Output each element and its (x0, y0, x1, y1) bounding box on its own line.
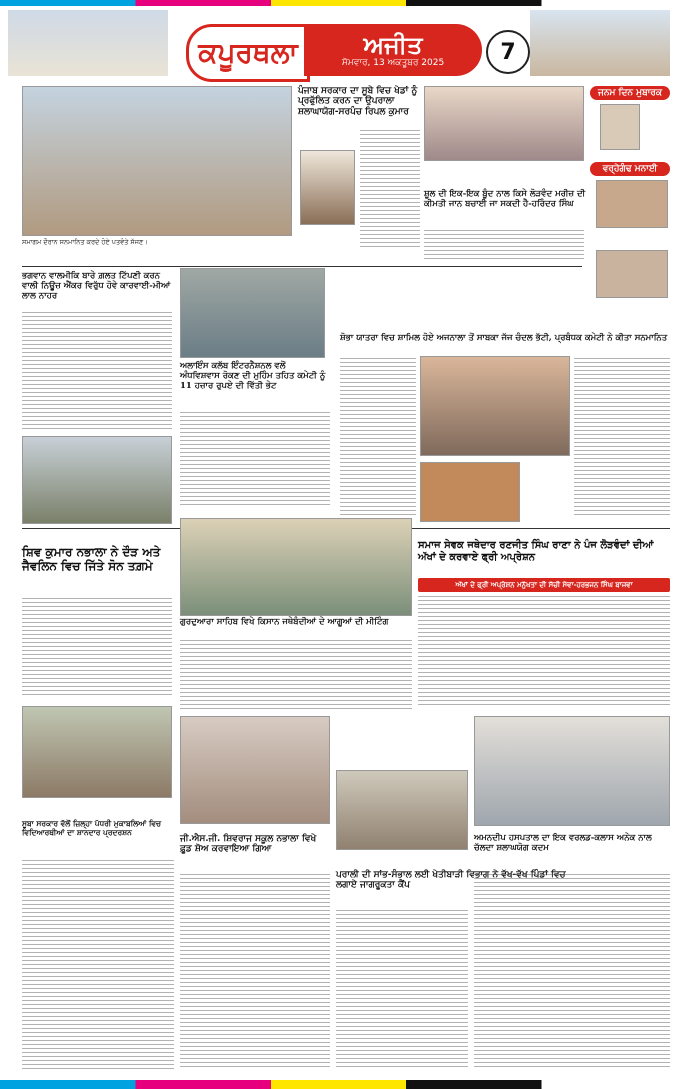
photo-gurdwara-meeting (180, 518, 412, 616)
photo-hospital (474, 716, 670, 826)
headline-school-food-show: ਜੀ.ਐਸ.ਜੀ. ਸ਼ਿਵਰਾਜ ਸਕੂਲ ਨਭਾਲਾ ਵਿਖੇ ਫ਼ੂਡ ਸ਼ੋਅ ਕਰਵਾਇਆ ਗਿਆ (180, 834, 317, 855)
headline-district-competitions: ਸੂਬਾ ਸਰਕਾਰ ਵੱਲੋਂ ਜ਼ਿਲ੍ਹਾ ਪੱਧਰੀ ਮੁਕਾਬਲਿਆਂ ਵਿਚ ਵਿਦਿਆਰਥੀਆਂ ਦਾ ਸ਼ਾਨਦਾਰ ਪ੍ਰਦਰਸ਼ਨ (22, 819, 162, 837)
body-rana (418, 596, 670, 708)
city-name: ਕਪੂਰਥਲਾ (198, 36, 298, 69)
photo-birthday-child (600, 104, 640, 150)
birthday-banner: ਜਨਮ ਦਿਨ ਮੁਬਾਰਕ (590, 86, 670, 100)
photo-anniversary-couple-1 (596, 180, 668, 228)
anniversary-banner: ਵਰ੍ਹੇਗੰਢ ਮਨਾਈ (590, 162, 670, 176)
caption-award-ceremony: ਸਮਾਗਮ ਦੌਰਾਨ ਸਨਮਾਨਿਤ ਕਰਦੇ ਹੋਏ ਪਤਵੰਤੇ ਸੱਜਣ। (22, 238, 148, 246)
photo-garbage-site (22, 436, 172, 524)
body-shobha-yatra-right (574, 358, 670, 518)
headline-gurdwara-meeting: ਗੁਰਦੁਆਰਾ ਸਾਹਿਬ ਵਿਖੇ ਕਿਸਾਨ ਜਥੇਬੰਦੀਆਂ ਦੇ ਆਗੂਆਂ ਦੀ ਮੀਟਿੰਗ (180, 617, 389, 627)
photo-award-ceremony (22, 86, 292, 236)
headline-blood-donation: ਸ਼ੂਲ ਦੀ ਇਕ-ਇਕ ਬੂੰਦ ਨਾਲ ਕਿਸੇ ਲੋੜਵੰਦ ਮਰੀਜ਼ ਦੀ ਕੀਮਤੀ ਜਾਨ ਬਚਾਈ ਜਾ ਸਕਦੀ ਹੈ-ਹਰਿੰਦਰ ਸਿੰਘ (424, 189, 586, 209)
photo-shobha-yatra-1 (420, 356, 570, 456)
body-stubble-awareness (336, 910, 468, 1070)
headline-valmiki-remark: ਭਗਵਾਨ ਵਾਲਮੀਕਿ ਬਾਰੇ ਗ਼ਲਤ ਟਿੱਪਣੀ ਕਰਨ ਵਾਲੀ ਨਿਊਜ਼ ਐਂਕਰ ਵਿਰੁੱਧ ਹੋਵੇ ਕਾਰਵਾਈ-ਮੀਆਂ ਲਾਲ ਨਾਹਰ (22, 271, 171, 301)
body-valmiki-remark (22, 312, 172, 432)
photo-children-group (22, 706, 172, 798)
photo-sarpanch (300, 150, 355, 225)
headline-rana-eye-operations: ਸਮਾਜ ਸੇਵਕ ਜਥੇਦਾਰ ਰਣਜੀਤ ਸਿੰਘ ਰਾਣਾ ਨੇ ਪੰਜ ਲੋੜਵੰਦਾਂ ਦੀਆਂ ਅੱਖਾਂ ਦੇ ਕਰਵਾਏ ਫ੍ਰੀ ਅਪ੍ਰੇਸ਼ਨ (418, 540, 654, 563)
body-sports-promotion (360, 130, 420, 250)
city-name-box (186, 24, 310, 82)
photo-awareness-camp (336, 770, 468, 850)
photo-blood-donation (424, 86, 584, 161)
headline-hospital: ਅਮਨਦੀਪ ਹਸਪਤਾਲ ਦਾ ਇਕ ਵਰਲਡ-ਕਲਾਸ ਅਨੇਕ ਨਾਲ ਚੱਲਦਾ ਸ਼ਲਾਘਯੋਗ ਕਦਮ (474, 833, 652, 853)
headline-stubble-awareness: ਪਰਾਲੀ ਦੀ ਸਾਂਭ-ਸੰਭਾਲ ਲਈ ਖੇਤੀਬਾੜੀ ਵਿਭਾਗ ਨੇ ਵੱਖ-ਵੱਖ ਪਿੰਡਾਂ ਵਿਚ ਲਗਾਏ ਜਾਗਰੂਕਤਾ ਕੈਂਪ (336, 870, 566, 891)
body-gurdwara-meeting (180, 640, 412, 710)
headline-shiv-kumar: ਸ਼ਿਵ ਕੁਮਾਰ ਨਭਾਲਾ ਨੇ ਦੌੜ ਅਤੇ ਜੈਵਲਿਨ ਵਿਚ ਜਿੱਤੇ ਸੋਨ ਤਗ਼ਮੇ (22, 545, 161, 573)
body-school-food-show (180, 874, 330, 1070)
headline-shobha-yatra: ਸ਼ੋਭਾ ਯਾਤਰਾ ਵਿਚ ਸ਼ਾਮਿਲ ਹੋਏ ਅਜਨਾਲਾ ਤੋਂ ਸਾਬਕਾ ਜੱਜ ਚੰਦਲ ਭੱਟੀ, ਪ੍ਰਬੰਧਕ ਕਮੇਟੀ ਨੇ ਕੀਤਾ ਸਨਮਾਨਿਤ (340, 333, 668, 343)
body-shiv-kumar (22, 598, 172, 698)
photo-school-food-show (180, 716, 330, 824)
divider (22, 266, 582, 267)
body-alliance-club (180, 412, 330, 508)
masthead-right-photo (530, 10, 670, 76)
brand-name: ਅਜੀਤ (363, 30, 423, 59)
headline-alliance-club: ਅਲਾਇੰਸ ਕਲੱਬ ਇੰਟਰਨੈਸ਼ਨਲ ਵਲੋਂ ਅੰਧਵਿਸ਼ਵਾਸ ਰੋਕਣ ਦੀ ਮੁਹਿੰਮ ਤਹਿਤ ਕਮੇਟੀ ਨੂੰ 11 ਹਜ਼ਾਰ ਰੁਪਏ ਦੀ ਵਿੱਤੀ ਭੇਟ (180, 361, 326, 391)
subhead-rana: ਅੱਖਾਂ ਦੇ ਫ੍ਰੀ ਅਪ੍ਰੇਸ਼ਨ ਮਨੁੱਖਤਾ ਦੀ ਸੱਚੀ ਸੇਵਾ-ਹਰਭਜਨ ਸਿੰਘ ਬਾਜਵਾ (418, 578, 670, 592)
photo-anniversary-couple-2 (596, 250, 668, 298)
issue-date: ਸੋਮਵਾਰ, 13 ਅਕਤੂਬਰ 2025 (341, 58, 445, 68)
body-blood-donation (424, 230, 584, 260)
body-shobha-yatra (340, 358, 416, 518)
body-hospital (474, 874, 670, 1070)
body-district-competitions (22, 860, 174, 1070)
masthead-left-photo (8, 10, 168, 76)
page-number: 7 (486, 30, 530, 74)
headline-sports-promotion: ਪੰਜਾਬ ਸਰਕਾਰ ਦਾ ਸੂਬੇ ਵਿਚ ਖੇਡਾਂ ਨੂੰ ਪ੍ਰਫੁੱਲਿਤ ਕਰਨ ਦਾ ਉਪਰਾਲਾ ਸ਼ਲਾਘਾਯੋਗ-ਸਰਪੰਚ ਰਿਪਲ ਕੁਮਾਰ (298, 86, 418, 117)
photo-shobha-yatra-2 (420, 462, 520, 522)
brand-box (304, 24, 482, 76)
photo-meeting-room (180, 268, 325, 358)
bottom-registration-bar (0, 1080, 677, 1089)
